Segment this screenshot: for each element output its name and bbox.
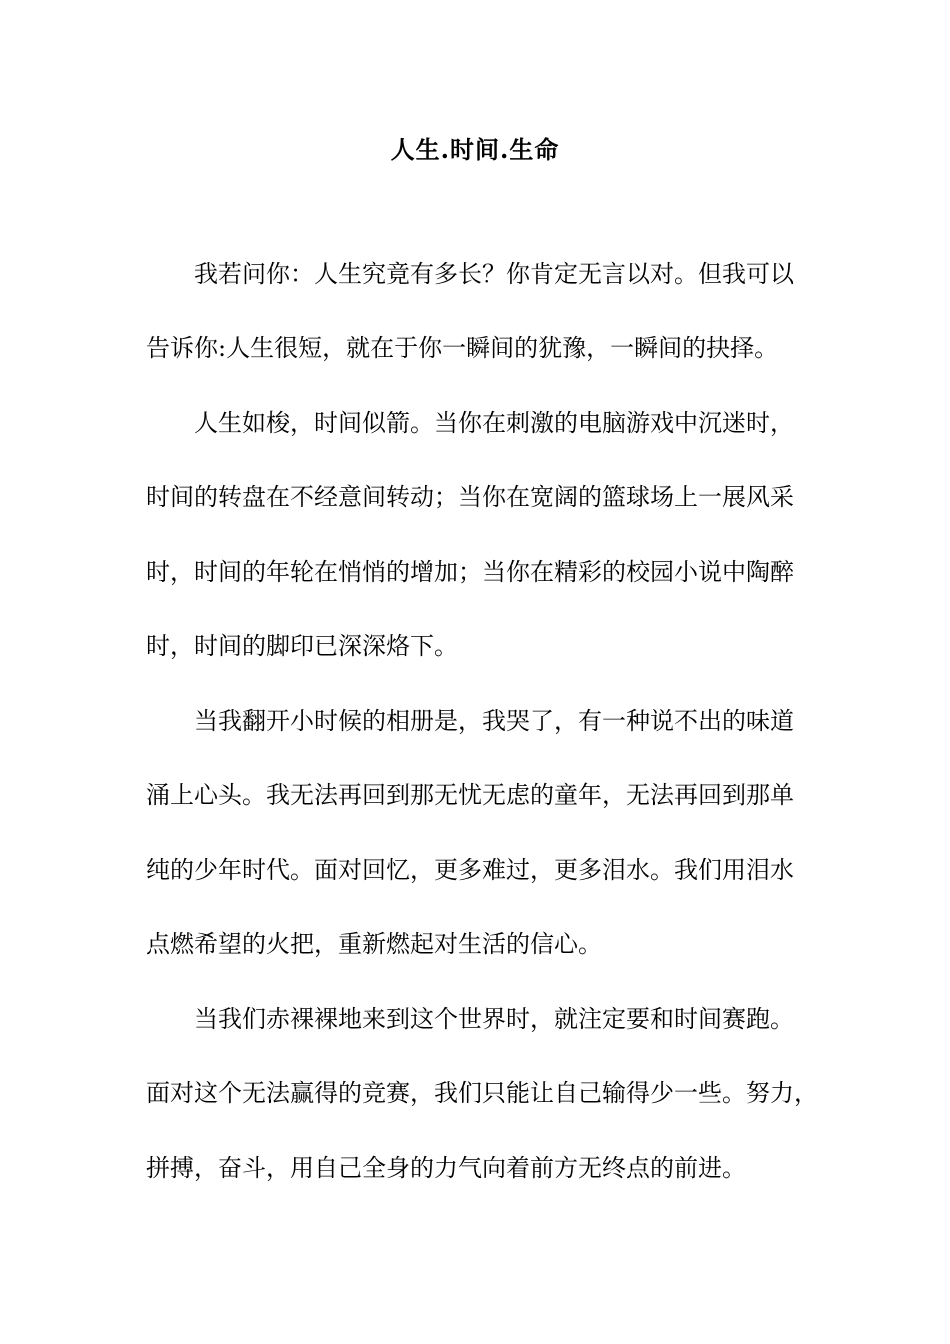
paragraph-3-line-2: 涌上心头。我无法再回到那无忧无虑的童年，无法再回到那单 [146, 781, 794, 809]
paragraph-3-line-3: 纯的少年时代。面对回忆，更多难过，更多泪水。我们用泪水 [146, 856, 794, 884]
paragraph-2-line-1: 人生如梭，时间似箭。当你在刺激的电脑游戏中沉迷时， [194, 409, 794, 437]
document-title: 人生.时间.生命 [390, 135, 560, 164]
paragraph-3-line-4: 点燃希望的火把，重新燃起对生活的信心。 [146, 930, 602, 958]
paragraph-2-line-2: 时间的转盘在不经意间转动；当你在宽阔的篮球场上一展风采 [146, 483, 794, 511]
paragraph-1-line-1: 我若问你：人生究竟有多长？你肯定无言以对。但我可以 [194, 260, 794, 288]
paragraph-2-line-3: 时，时间的年轮在悄悄的增加；当你在精彩的校园小说中陶醉 [146, 558, 794, 586]
paragraph-1-line-2: 告诉你:人生很短，就在于你一瞬间的犹豫，一瞬间的抉择。 [146, 334, 779, 362]
paragraph-3-line-1: 当我翻开小时候的相册是，我哭了，有一种说不出的味道 [194, 707, 794, 735]
paragraph-2-line-4: 时，时间的脚印已深深烙下。 [146, 632, 458, 660]
paragraph-4-line-2: 面对这个无法赢得的竞赛，我们只能让自己输得少一些。努力， [146, 1079, 818, 1107]
paragraph-4-line-1: 当我们赤裸裸地来到这个世界时，就注定要和时间赛跑。 [194, 1005, 794, 1033]
paragraph-4-line-3: 拼搏，奋斗，用自己全身的力气向着前方无终点的前进。 [146, 1154, 746, 1182]
